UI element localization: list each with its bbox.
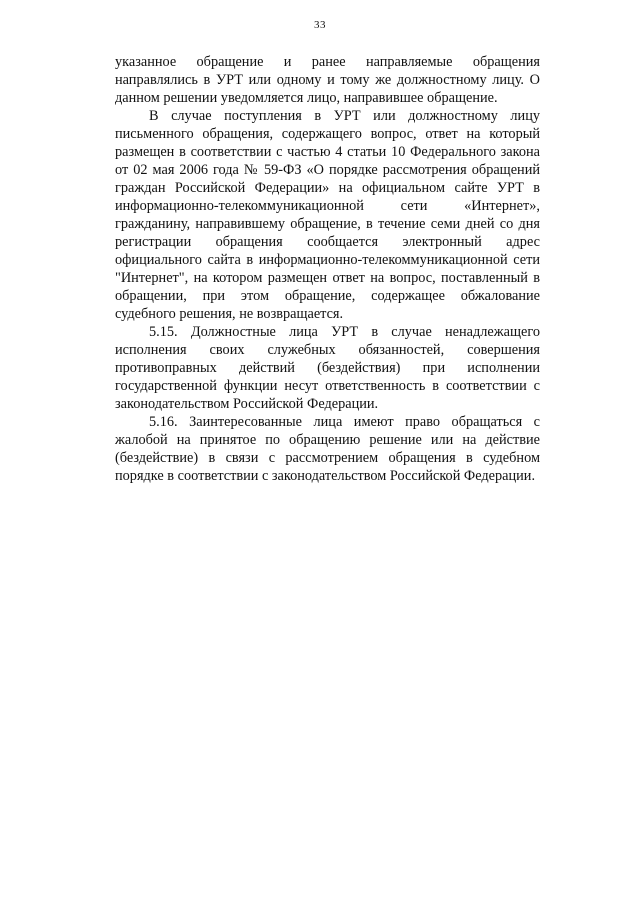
paragraph-5-16: 5.16. Заинтересованные лица имеют право обращаться с жалобой на принятое по обращению решение или на действие (бездействие) в связи с рассмотрением обращения в судебном порядке в соответствии с законодательством Российской Федерации. (115, 414, 540, 484)
paragraph-continuation: указанное обращение и ранее направляемые обращения направлялись в УРТ или одному и тому же должностному лицу. О данном решении уведомляется лицо, направившее обращение. (115, 54, 540, 106)
document-body (115, 53, 540, 485)
paragraph-internet-answer: В случае поступления в УРТ или должностному лицу письменного обращения, содержащего вопрос, ответ на который размещен в соответствии с частью 4 статьи 10 Федерального закона от 02 мая 2006 года № 59-ФЗ «О порядке рассмотрения обращений граждан Российской Федерации» на официальном сайте УРТ в информационно-телекоммуникационной сети «Интернет», гражданину, направившему обращение, в течение семи дней со дня регистрации обращения сообщается электронный адрес официального сайта в информационно-телекоммуникационной сети "Интернет", на котором размещен ответ на вопрос, поставленный в обращении, при этом обращение, содержащее обжалование судебного решения, не возвращается. (115, 108, 540, 322)
paragraph-5-15: 5.15. Должностные лица УРТ в случае ненадлежащего исполнения своих служебных обязанностей, совершения противоправных действий (бездействия) при исполнении государственной функции несут ответственность в соответствии с законодательством Российской Федерации. (115, 324, 540, 412)
page-number: 33 (314, 19, 326, 31)
